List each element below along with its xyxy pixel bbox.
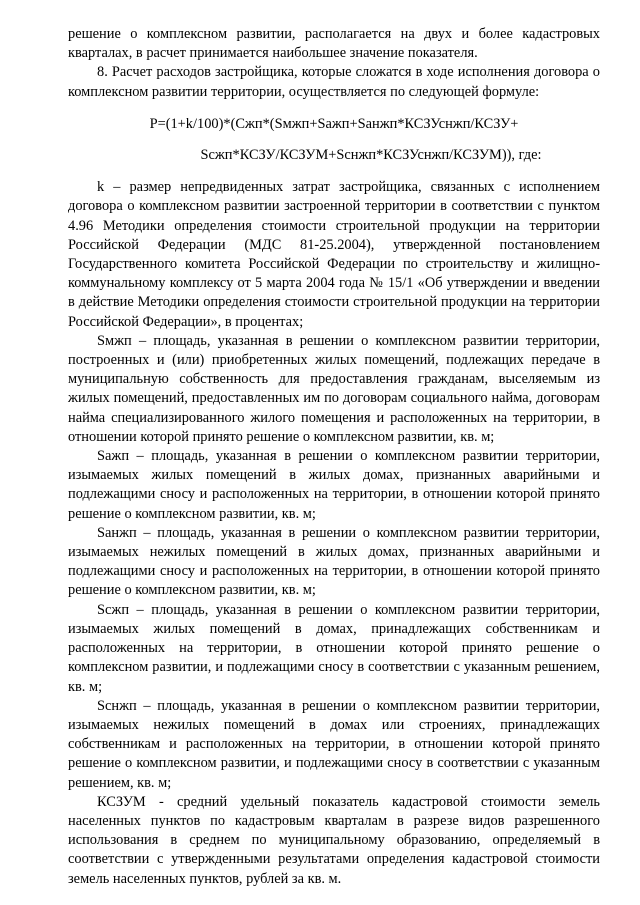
formula-line-2: Sсжп*КСЗУ/КСЗУМ+Sснжп*КСЗУснжп/КСЗУМ)), где: [200, 147, 542, 164]
document-page [68, 25, 600, 889]
definition-sazhp: Sажп – площадь, указанная в решении о комплексном развитии территории, изымаемых жилых помещений в жилых домах, признанных аварийными и подлежащими сносу и расположенных на территории, в отношении которой принято решение о комплексном развитии, кв. м; [68, 448, 600, 522]
definition-k: k – размер непредвиденных затрат застройщика, связанных с исполнением договора о комплексном развитии застроенной территории в соответствии с пунктом 4.96 Методики определения стоимости строительной продукции на территории Российской Федерации (МДС 81-25.2004), утвержденной постановлением Государственного комитета Российской Федерации по строительству и жилищно-коммунальному комплексу от 5 марта 2004 года № 15/1 «Об утверждении и введении в действие Методики определения стоимости строительной продукции на территории Российской Федерации», в процентах; [68, 179, 600, 330]
definition-sanzhp: Sанжп – площадь, указанная в решении о комплексном развитии территории, изымаемых нежилых помещений в жилых домах, признанных аварийными и подлежащими сносу и расположенных на территории, в отношении которой принято решение о комплексном развитии, кв. м; [68, 524, 600, 599]
definition-smzhp: Sмжп – площадь, указанная в решении о комплексном развитии территории, построенных и (или) приобретенных жилых помещений, подлежащих передаче в муниципальную собственность для предоставления гражданам, выселяемым из жилых помещений, предоставленных им по договорам социального найма, договорам найма специализированного жилого помещения и расположенных на территории, в отношении которой принято решение о комплексном развитии, кв. м; [68, 332, 600, 445]
definition-kszum: КСЗУМ - средний удельный показатель кадастровой стоимости земель населенных пунктов по кадастровым кварталам в разрезе видов разрешенного использования в среднем по муниципальному образованию, определяемый в соответствии с утвержденными результатами определения кадастровой стоимости земель населенных пунктов, рублей за кв. м. [68, 793, 600, 887]
paragraph-item-8: 8. Расчет расходов застройщика, которые сложатся в ходе исполнения договора о комплексном развитии территории, осуществляется по следующей формуле: [68, 64, 600, 100]
formula-line-1: P=(1+k/100)*(Cжп*(Sмжп+Sажп+Sанжп*КСЗУснжп/КСЗУ+ [149, 115, 519, 132]
paragraph-continuation: решение о комплексном развитии, располагается на двух и более кадастровых кварталах, в расчет принимается наибольшее значение показателя. [68, 26, 600, 62]
definition-ssnzhp: Sснжп – площадь, указанная в решении о комплексном развитии территории, изымаемых нежилых помещений в домах или строениях, принадлежащих собственникам и расположенных на территории, в отношении которой принято решение о комплексном развитии, и подлежащими сносу в соответствии с указанным решением, кв. м; [68, 697, 600, 791]
definition-sszhp: Sсжп – площадь, указанная в решении о комплексном развитии территории, изымаемых жилых помещений в домах, принадлежащих собственникам и расположенных на территории, в отношении которой принято решение о комплексном развитии, и подлежащими сносу в соответствии с указанным решением, кв. м; [68, 601, 600, 695]
spacer [68, 165, 600, 178]
